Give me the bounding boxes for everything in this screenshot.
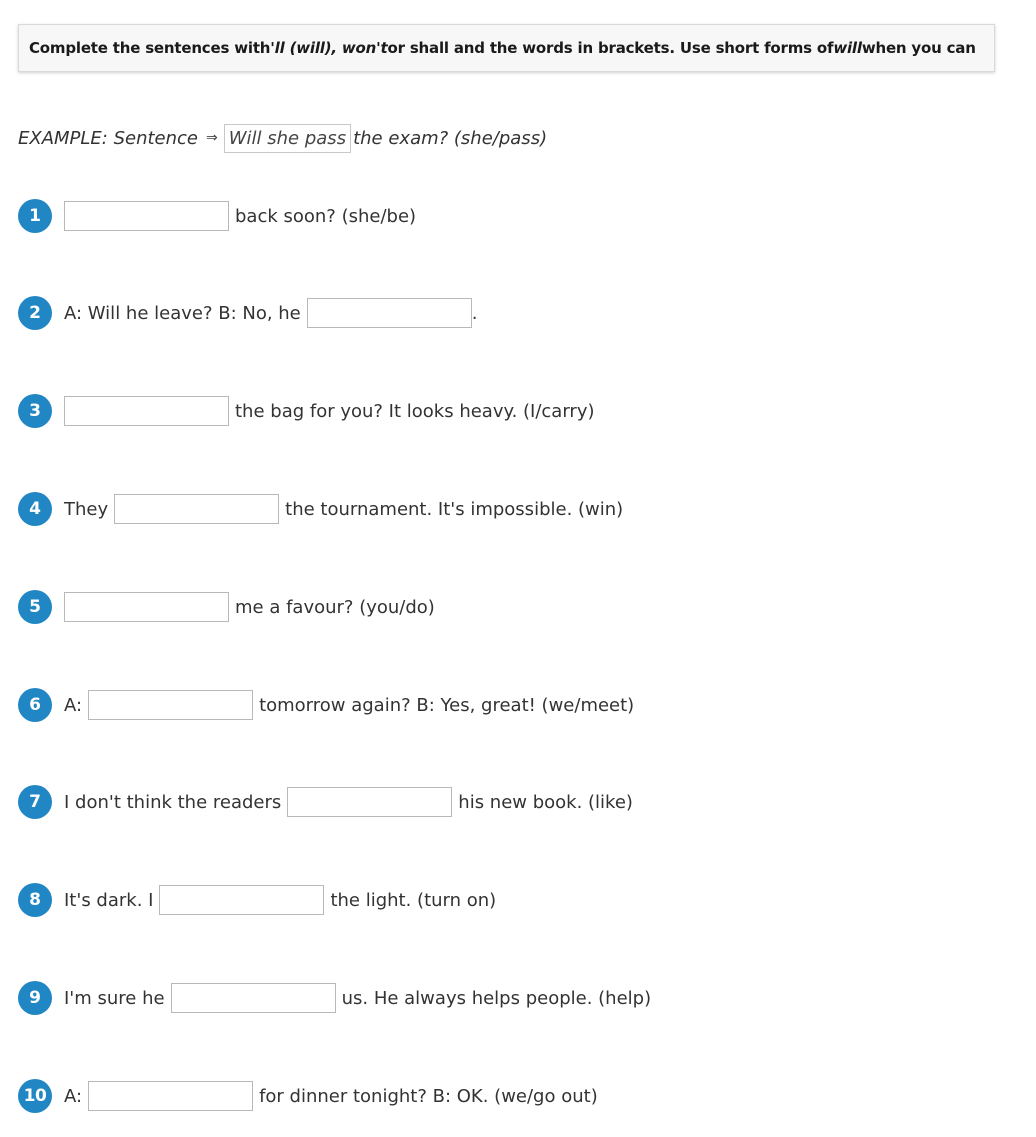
sentence-after: tomorrow again? B: Yes, great! (we/meet) xyxy=(259,694,635,716)
sentence-before: I don't think the readers xyxy=(64,791,282,813)
instruction-text-4: will xyxy=(833,39,862,57)
exercise-item-4 xyxy=(18,493,623,525)
answer-input-3[interactable] xyxy=(64,396,229,426)
instruction-text-2: 'll (will), won't xyxy=(270,39,388,57)
exercise-item-6 xyxy=(18,689,634,721)
answer-input-2[interactable] xyxy=(307,298,472,328)
sentence-after: . xyxy=(471,302,478,324)
number-badge: 5 xyxy=(18,590,52,624)
sentence-after: his new book. (like) xyxy=(458,791,633,813)
number-badge: 7 xyxy=(18,785,52,819)
exercise-item-3 xyxy=(18,395,595,427)
instruction-box xyxy=(18,24,995,72)
sentence-after: the tournament. It's impossible. (win) xyxy=(285,498,624,520)
exercise-item-7 xyxy=(18,786,633,818)
sentence-before: A: xyxy=(64,1085,83,1107)
exercise-item-9 xyxy=(18,982,651,1014)
answer-input-5[interactable] xyxy=(64,592,229,622)
number-badge: 4 xyxy=(18,492,52,526)
exercise-item-2 xyxy=(18,297,478,329)
number-badge: 3 xyxy=(18,394,52,428)
number-badge: 9 xyxy=(18,981,52,1015)
number-badge: 2 xyxy=(18,296,52,330)
sentence-after: back soon? (she/be) xyxy=(235,205,417,227)
answer-input-9[interactable] xyxy=(171,983,336,1013)
number-badge: 6 xyxy=(18,688,52,722)
sentence-before: I'm sure he xyxy=(64,987,165,1009)
sentence-after: me a favour? (you/do) xyxy=(235,596,435,618)
sentence-before: A: xyxy=(64,694,83,716)
sentence-after: the bag for you? It looks heavy. (I/carry) xyxy=(235,400,595,422)
sentence-after: the light. (turn on) xyxy=(330,889,497,911)
number-badge: 1 xyxy=(18,199,52,233)
number-badge: 8 xyxy=(18,883,52,917)
answer-input-1[interactable] xyxy=(64,201,229,231)
example-row xyxy=(18,122,547,154)
sentence-before: It's dark. I xyxy=(64,889,154,911)
example-rest: the exam? (she/pass) xyxy=(353,127,548,149)
answer-input-6[interactable] xyxy=(88,690,253,720)
example-answer: Will she pass xyxy=(224,124,351,153)
sentence-after: for dinner tonight? B: OK. (we/go out) xyxy=(259,1085,598,1107)
sentence-before: They xyxy=(64,498,109,520)
example-label: EXAMPLE: Sentence xyxy=(18,127,199,149)
answer-input-8[interactable] xyxy=(159,885,324,915)
answer-input-10[interactable] xyxy=(88,1081,253,1111)
sentence-before: A: Will he leave? B: No, he xyxy=(64,302,301,324)
instruction-text-3: or shall and the words in brackets. Use short forms of xyxy=(387,39,834,57)
answer-input-7[interactable] xyxy=(287,787,452,817)
exercise-item-5 xyxy=(18,591,435,623)
exercise-item-10 xyxy=(18,1080,598,1112)
instruction-text-1: Complete the sentences with xyxy=(29,39,271,57)
exercise-item-8 xyxy=(18,884,496,916)
number-badge: 10 xyxy=(18,1079,52,1113)
answer-input-4[interactable] xyxy=(114,494,279,524)
arrow-icon: ⇒ xyxy=(206,130,218,146)
sentence-after: us. He always helps people. (help) xyxy=(341,987,652,1009)
exercise-item-1 xyxy=(18,200,416,232)
instruction-text-5: when you can xyxy=(861,39,976,57)
